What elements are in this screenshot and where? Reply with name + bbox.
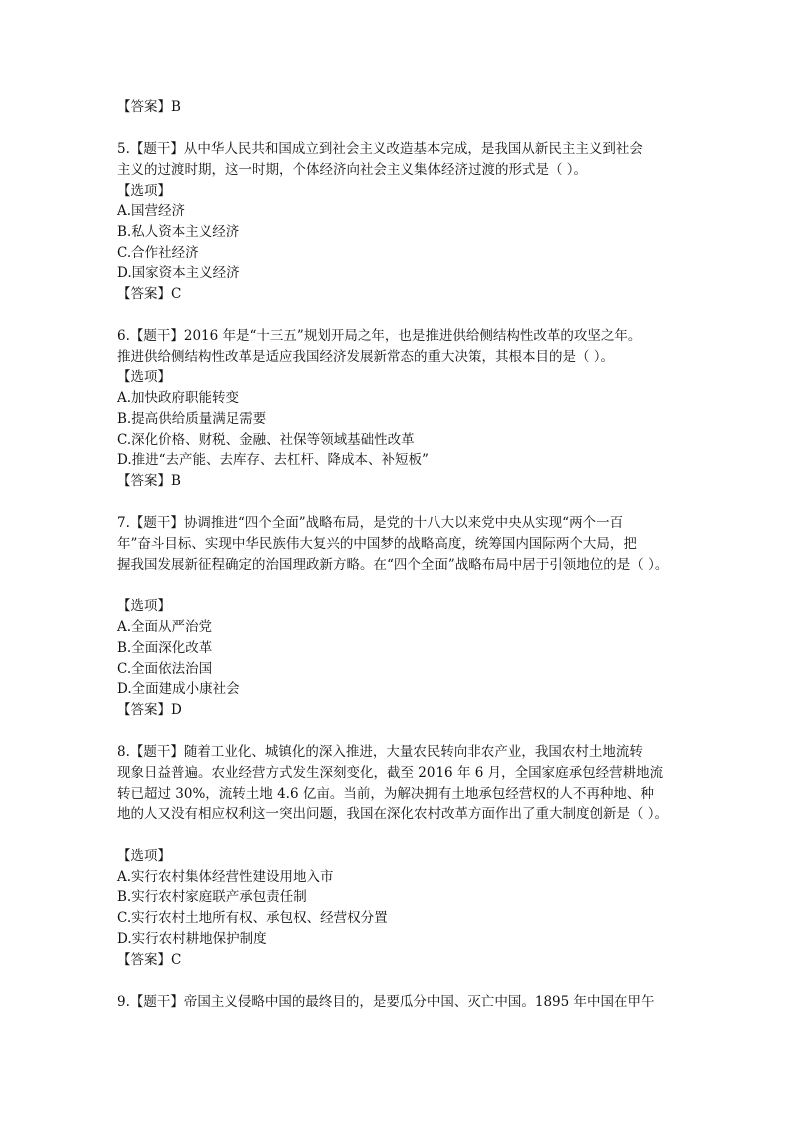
option-a: A.全面从严治党 [117,619,213,635]
option-a: A.实行农村集体经营性建设用地入市 [117,869,334,885]
options-label: 【选项】 [117,369,171,385]
question-stem: 年”奋斗目标、实现中华民族伟大复兴的中国梦的战略高度，统筹国内国际两个大局，把 [117,536,637,552]
answer-line: 【答案】C [117,286,182,302]
option-a: A.加快政府职能转变 [117,390,240,406]
options-label: 【选项】 [117,848,171,864]
question-stem: 握我国发展新征程确定的治国理政新方略。在“四个全面”战略布局中居于引领地位的是（ ）。 [117,557,669,573]
answer-line: 【答案】C [117,952,182,968]
option-a: A.国营经济 [117,203,186,219]
option-c: C.全面依法治国 [117,661,213,677]
option-d: D.实行农村耕地保护制度 [117,931,267,947]
option-d: D.全面建成小康社会 [117,681,240,697]
question-stem: 6.【题干】2016 年是“十三五”规划开局之年，也是推进供给侧结构性改革的攻坚之年。 [117,328,642,344]
question-stem: 地的人又没有相应权利这一突出问题，我国在深化农村改革方面作出了重大制度创新是（ ）。 [117,806,669,822]
answer-line: 【答案】D [117,702,182,718]
question-stem: 转已超过 30%，流转土地 4.6 亿亩。当前，为解决拥有土地承包经营权的人不再种地、种 [117,786,654,802]
option-c: C.合作社经济 [117,245,199,261]
question-stem: 现象日益普遍。农业经营方式发生深刻变化，截至 2016 年 6 月，全国家庭承包经营耕地流 [117,765,664,781]
option-b: B.私人资本主义经济 [117,224,240,240]
question-stem: 9.【题干】帝国主义侵略中国的最终目的，是要瓜分中国、灭亡中国。1895 年中国在甲午 [117,994,655,1010]
option-b: B.提高供给质量满足需要 [117,411,267,427]
question-stem: 7.【题干】协调推进“四个全面”战略布局，是党的十八大以来党中央从实现“两个一百 [117,515,624,531]
option-d: D.国家资本主义经济 [117,265,240,281]
option-c: C.实行农村土地所有权、承包权、经营权分置 [117,910,388,926]
option-b: B.全面深化改革 [117,640,213,656]
question-stem: 5.【题干】从中华人民共和国成立到社会主义改造基本完成，是我国从新民主主义到社会 [117,141,643,157]
question-stem: 主义的过渡时期，这一时期，个体经济向社会主义集体经济过渡的形式是（ ）。 [117,162,588,178]
option-d: D.推进“去产能、去库存、去杠杆、降成本、补短板” [117,452,429,468]
option-b: B.实行农村家庭联产承包责任制 [117,889,307,905]
question-stem: 推进供给侧结构性改革是适应我国经济发展新常态的重大决策，其根本目的是（ ）。 [117,349,615,365]
answer-line: 【答案】B [117,473,181,489]
answer-line: 【答案】B [117,99,181,115]
options-label: 【选项】 [117,183,171,199]
option-c: C.深化价格、财税、金融、社保等领域基础性改革 [117,432,415,448]
question-stem: 8.【题干】随着工业化、城镇化的深入推进，大量农民转向非农产业，我国农村土地流转 [117,744,643,760]
options-label: 【选项】 [117,598,171,614]
